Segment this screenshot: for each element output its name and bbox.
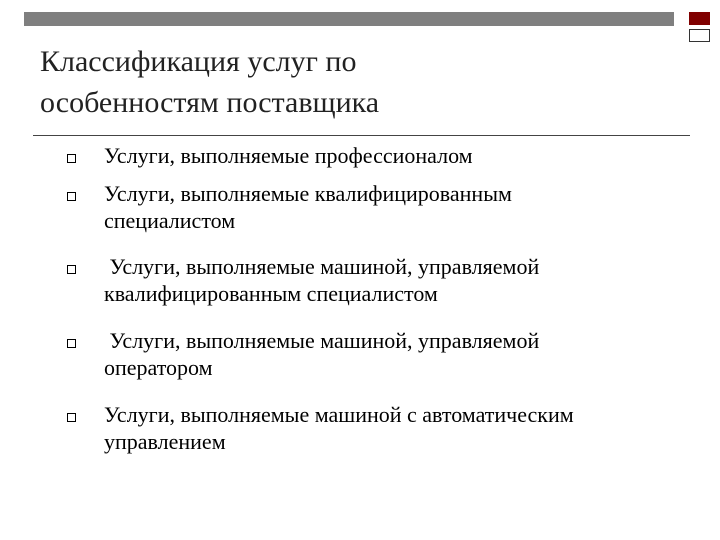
hollow-square-icon	[67, 413, 76, 422]
slide-title	[40, 41, 680, 123]
list-item-line: специалистом	[104, 208, 236, 233]
list-item-text	[104, 401, 712, 455]
hollow-square-icon	[67, 192, 76, 201]
title-underline	[33, 135, 690, 136]
hollow-square-icon	[67, 154, 76, 163]
list-item-text	[104, 180, 712, 234]
list-item-text	[104, 253, 712, 307]
list-item-line: Услуги, выполняемые машиной, управляемой	[104, 328, 540, 353]
top-decorative-bar	[24, 12, 674, 26]
list-item-text	[104, 142, 712, 169]
list-item-line: оператором	[104, 355, 213, 380]
list-item-line: Услуги, выполняемые машиной, управляемой	[104, 254, 540, 279]
corner-frame	[689, 29, 710, 42]
list-item-line: управлением	[104, 429, 226, 454]
slide-title-line-2: особенностям поставщика	[40, 86, 380, 119]
corner-accent	[689, 12, 710, 42]
list-item-line: квалифицированным специалистом	[104, 281, 438, 306]
hollow-square-icon	[67, 339, 76, 348]
list-item-line: Услуги, выполняемые квалифицированным	[104, 181, 512, 206]
corner-accent-square	[689, 12, 710, 25]
list-item-line: Услуги, выполняемые профессионалом	[104, 143, 473, 168]
list-item-line: Услуги, выполняемые машиной с автоматическим	[104, 402, 574, 427]
hollow-square-icon	[67, 265, 76, 274]
list-item-text	[104, 327, 712, 381]
slide-title-line-1: Классификация услуг по	[40, 45, 357, 78]
